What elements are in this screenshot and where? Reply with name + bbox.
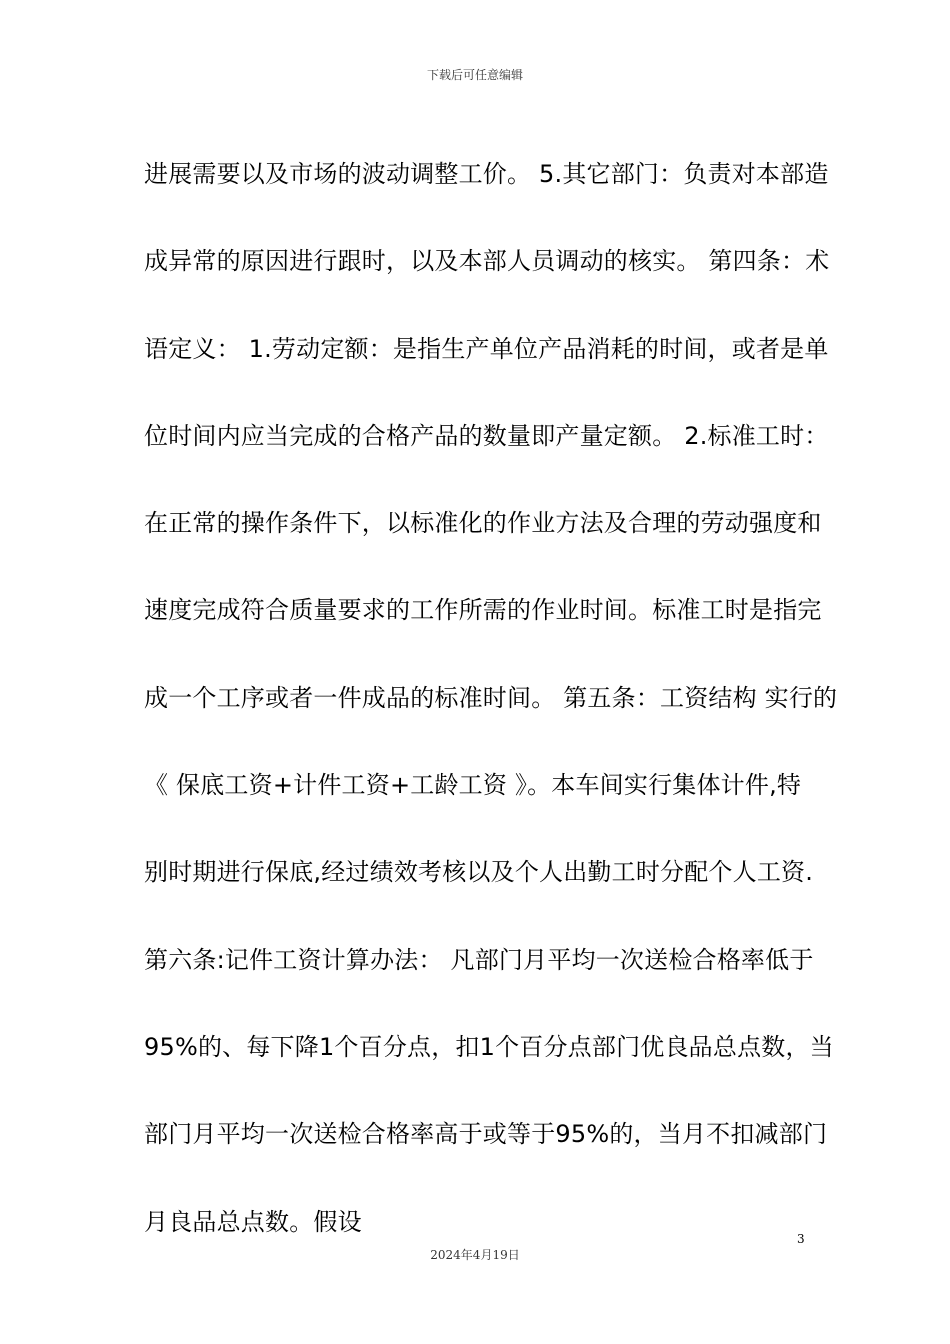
body-line: 部门月平均一次送检合格率高于或等于95%的，当月不扣减部门 bbox=[144, 1120, 828, 1149]
body-line: 语定义： 1.劳动定额：是指生产单位产品消耗的时间，或者是单 bbox=[144, 334, 829, 363]
footer-date: 2024年4月19日 bbox=[430, 1248, 520, 1262]
document-body bbox=[144, 131, 838, 1266]
body-line: 成一个工序或者一件成品的标准时间。 第五条：工资结构 实行的 bbox=[144, 683, 838, 712]
page-number: 3 bbox=[797, 1232, 805, 1246]
body-line: 《 保底工资+计件工资+工龄工资 》。本车间实行集体计件,特 bbox=[144, 771, 802, 800]
body-line: 成异常的原因进行跟时，以及本部人员调动的核实。 第四条：术 bbox=[144, 247, 830, 276]
body-line: 位时间内应当完成的合格产品的数量即产量定额。 2.标准工时： bbox=[144, 421, 829, 450]
body-line: 速度完成符合质量要求的工作所需的作业时间。标准工时是指完 bbox=[144, 596, 822, 625]
body-line: 95%的、每下降1个百分点，扣1个百分点部门优良品总点数，当 bbox=[144, 1032, 834, 1061]
body-line: 别时期进行保底,经过绩效考核以及个人出勤工时分配个人工资. bbox=[144, 858, 814, 887]
body-line: 第六条:记件工资计算办法： 凡部门月平均一次送检合格率低于 bbox=[144, 945, 814, 974]
page-header: 下载后可任意编辑 bbox=[426, 68, 523, 82]
body-line: 在正常的操作条件下，以标准化的作业方法及合理的劳动强度和 bbox=[144, 509, 822, 538]
body-line: 进展需要以及市场的波动调整工价。 5.其它部门：负责对本部造 bbox=[144, 160, 829, 188]
body-line: 月良品总点数。假设 bbox=[144, 1207, 362, 1236]
